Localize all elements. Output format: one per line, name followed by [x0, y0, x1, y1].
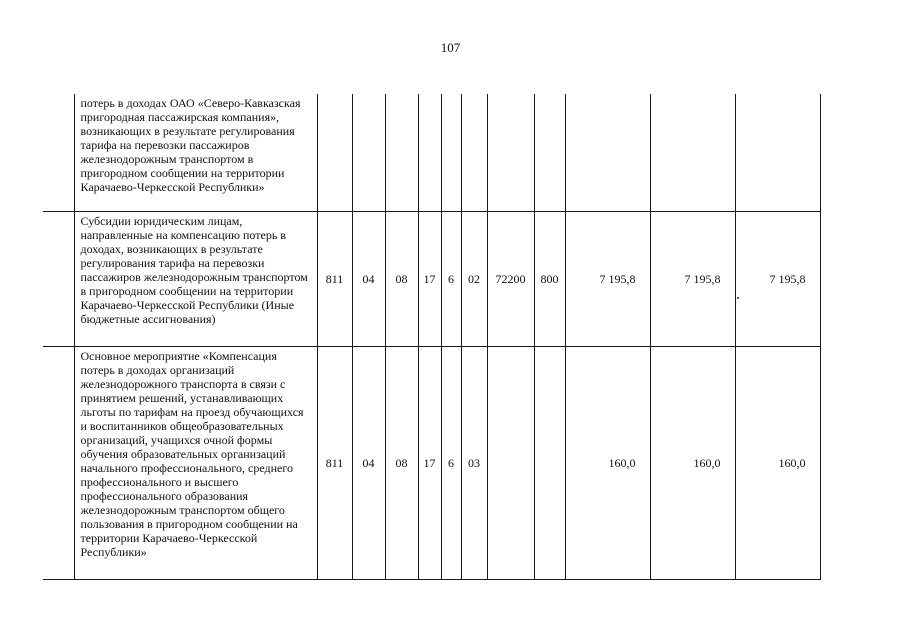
subsection-code-cell: 08 [385, 211, 418, 346]
subsection-code-cell: 08 [385, 346, 418, 579]
expense-type-code-cell [534, 94, 565, 211]
amount-year1-cell: 160,0 [565, 346, 650, 579]
subsection-code-cell [385, 94, 418, 211]
page-number: 107 [440, 40, 461, 55]
row-number-cell [43, 346, 74, 579]
direction-code-cell: 72200 [487, 211, 534, 346]
amount-year2-cell: 7 195,8 [650, 211, 735, 346]
row-number-cell [43, 94, 74, 211]
program-code-cell: 17 [418, 211, 441, 346]
program-code-cell [418, 94, 441, 211]
amount-year3-cell [735, 94, 820, 211]
description-cell: потерь в доходах ОАО «Северо-Кавказская пригородная пассажирская компания», возникающих в результате регулирования тарифа на перевозки пассажиров железнодорожным транспортом в пригородном сообщении на территории Карачаево-Черкесской Республики» [74, 94, 317, 211]
amount-year1-cell [565, 94, 650, 211]
amount-year3-cell: 160,0 [735, 346, 820, 579]
subprogram-code-cell [441, 94, 461, 211]
row-number-cell [43, 211, 74, 346]
expense-type-code-cell: 800 [534, 211, 565, 346]
main-activity-code-cell [461, 94, 487, 211]
description-cell: Субсидии юридическим лицам, направленные на компенсацию потерь в доходах, возникающих в результате регулирования тарифа на перевозки пассажиров железнодорожным транспортом в пригородном сообщении на территории Карачаево-Черкесской Республики (Иные бюджетные ассигнования) [74, 211, 317, 346]
main-activity-code-cell: 03 [461, 346, 487, 579]
direction-code-cell [487, 94, 534, 211]
main-activity-code-cell: 02 [461, 211, 487, 346]
expense-type-code-cell [534, 346, 565, 579]
section-code-cell: 04 [352, 346, 385, 579]
grbs-code-cell [317, 94, 352, 211]
grbs-code-cell: 811 [317, 211, 352, 346]
amount-year1-cell: 7 195,8 [565, 211, 650, 346]
subprogram-code-cell: 6 [441, 346, 461, 579]
table-row [43, 346, 820, 579]
description-cell: Основное мероприятие «Компенсация потерь в доходах организаций железнодорожного транспорта в связи с принятием решений, устанавливающих льготы по тарифам на проезд обучающихся и воспитанников общеобразовательных организаций, учащихся очной формы обучения образовательных организаций начального профессионального, среднего профессионального и высшего профессионального образования железнодорожным транспортом общего пользования в пригородном сообщении на территории Карачаево-Черкесской Республики» [74, 346, 317, 579]
budget-table [43, 94, 821, 580]
amount-year3-cell: 7 195,8 [735, 211, 820, 346]
table-row [43, 94, 820, 211]
program-code-cell: 17 [418, 346, 441, 579]
amount-year2-cell: 160,0 [650, 346, 735, 579]
direction-code-cell [487, 346, 534, 579]
grbs-code-cell: 811 [317, 346, 352, 579]
section-code-cell: 04 [352, 211, 385, 346]
table-row [43, 211, 820, 346]
subprogram-code-cell: 6 [441, 211, 461, 346]
section-code-cell [352, 94, 385, 211]
amount-year2-cell [650, 94, 735, 211]
scan-speck [737, 297, 739, 299]
